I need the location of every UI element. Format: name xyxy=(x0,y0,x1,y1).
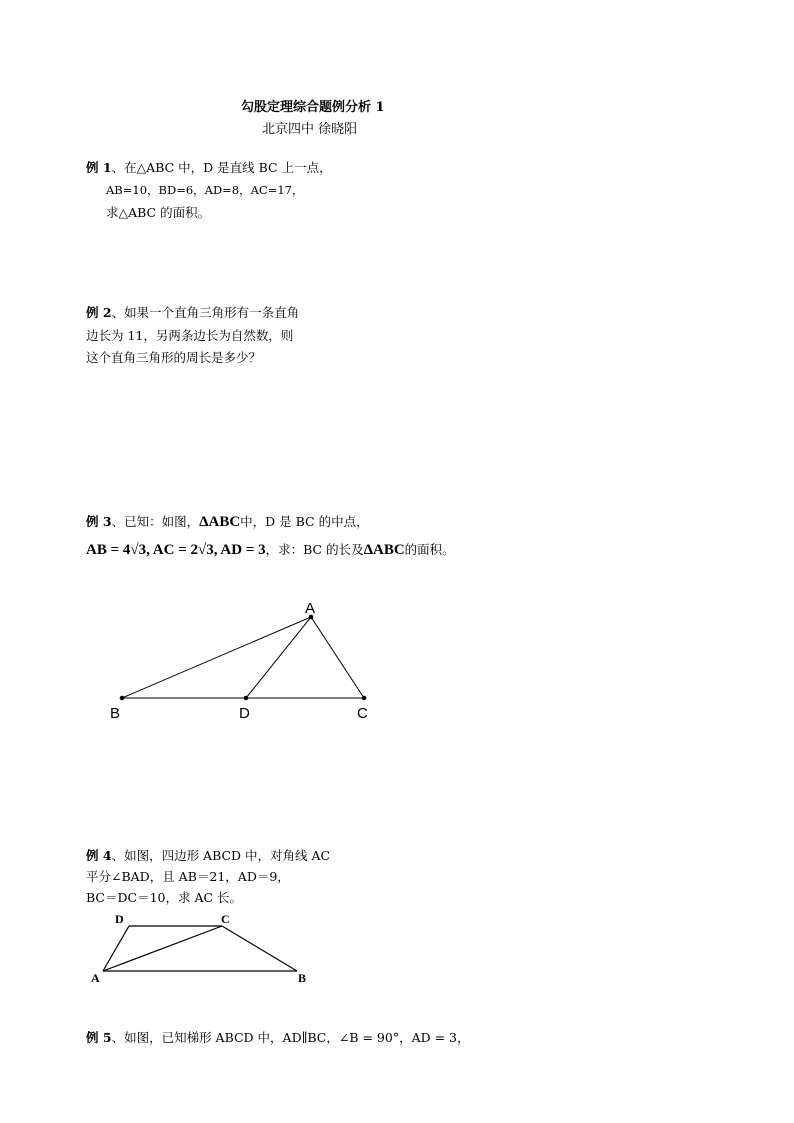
ex4-label-c: C xyxy=(221,912,230,926)
ex4-segment-ad xyxy=(103,926,129,971)
ex3-label: 例 3 xyxy=(86,514,112,529)
ex3-text1a: 、已知：如图， xyxy=(111,514,200,529)
ex4-text1: 、如图，四边形 ABCD 中，对角线 AC xyxy=(111,848,331,863)
ex3-label-d: D xyxy=(239,705,250,722)
ex1-label: 例 1 xyxy=(86,160,112,175)
ex2-label: 例 2 xyxy=(86,305,112,320)
ex4-line1 xyxy=(86,846,330,864)
ex1-line2: AB=10，BD=6，AD=8，AC=17， xyxy=(106,183,304,197)
ex2-line3: 这个直角三角形的周长是多少？ xyxy=(86,350,262,365)
ex3-text1b: 中，D 是 BC 的中点， xyxy=(240,514,369,529)
ex3-label-a: A xyxy=(305,600,316,617)
ex3-label-c: C xyxy=(357,705,368,722)
ex4-label: 例 4 xyxy=(86,848,112,863)
ex3-point-c xyxy=(362,696,366,700)
ex5-text1: 、如图，已知梯形 ABCD 中，AD∥BC，∠B = 90°，AD = 3， xyxy=(111,1030,470,1045)
ex4-line2: 平分∠BAD，且 AB＝21，AD＝9， xyxy=(86,869,290,884)
ex2-line2: 边长为 11，另两条边长为自然数，则 xyxy=(86,328,294,343)
ex3-segment-ac xyxy=(311,617,364,698)
ex4-segment-cb xyxy=(222,926,297,971)
ex3-formula: AB = 4√3, AC = 2√3, AD = 3 xyxy=(86,542,266,558)
ex3-point-b xyxy=(120,696,124,700)
author-line: 北京四中 徐晓阳 xyxy=(262,122,358,137)
ex3-segment-ad xyxy=(246,617,311,698)
ex4-label-d: D xyxy=(115,912,124,926)
ex1-text1: 、在△ABC 中，D 是直线 BC 上一点， xyxy=(111,160,332,175)
ex3-text2a: ，求：BC 的长及 xyxy=(265,542,364,557)
ex4-label-a: A xyxy=(91,971,100,985)
ex4-figure xyxy=(103,926,297,971)
ex3-label-b: B xyxy=(110,705,121,722)
ex5-label: 例 5 xyxy=(86,1030,112,1045)
ex4-line3: BC＝DC＝10，求 AC 长。 xyxy=(86,890,243,905)
ex4-label-b: B xyxy=(298,971,307,985)
ex3-segment-ab xyxy=(122,617,311,698)
page-title: 勾股定理综合题例分析 1 xyxy=(241,100,385,115)
ex3-triangle-symbol-2: ΔABC xyxy=(363,542,405,558)
ex2-text1: 、如果一个直角三角形有一条直角 xyxy=(111,305,300,320)
ex3-figure xyxy=(120,615,366,700)
ex1-line3: 求△ABC 的面积。 xyxy=(106,205,211,220)
ex5-line1 xyxy=(86,1028,470,1046)
ex4-diagonal-ac xyxy=(103,926,222,971)
ex3-triangle-symbol: ΔABC xyxy=(199,514,241,530)
ex3-point-d xyxy=(244,696,248,700)
ex3-text2b: 的面积。 xyxy=(404,542,455,557)
